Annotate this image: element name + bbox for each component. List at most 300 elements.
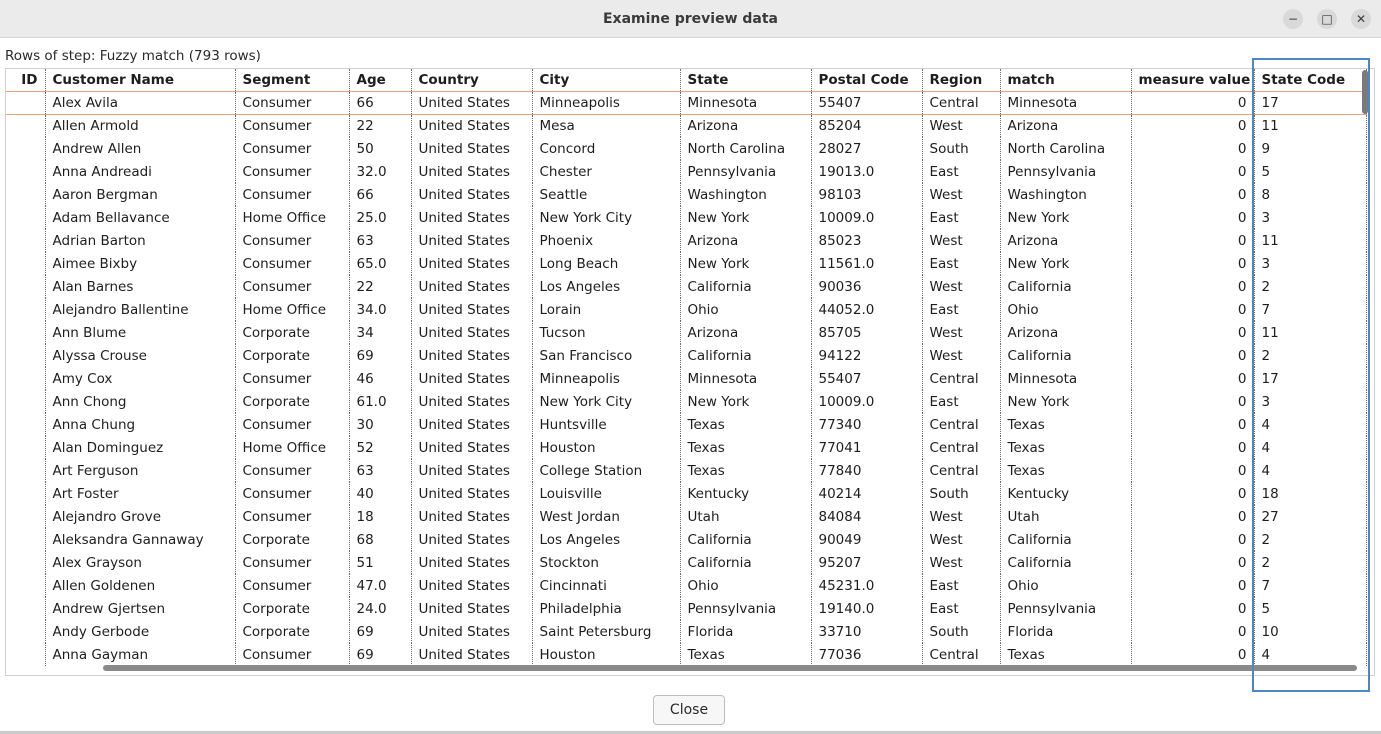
column-header[interactable]: State Code [1254, 69, 1366, 91]
table-cell[interactable]: Texas [680, 643, 811, 666]
table-cell[interactable]: 0 [1131, 183, 1254, 206]
table-cell[interactable]: 17 [1254, 91, 1366, 114]
table-cell[interactable]: 61.0 [349, 390, 411, 413]
table-cell[interactable]: West [922, 528, 1000, 551]
table-cell[interactable]: Saint Petersburg [532, 620, 680, 643]
table-cell[interactable]: 98103 [811, 183, 922, 206]
table-cell[interactable] [6, 160, 45, 183]
table-cell[interactable]: 19140.0 [811, 597, 922, 620]
table-cell[interactable]: Consumer [235, 551, 349, 574]
table-cell[interactable]: United States [411, 528, 532, 551]
table-cell[interactable]: Consumer [235, 91, 349, 114]
table-cell[interactable]: Alex Avila [45, 91, 235, 114]
table-cell[interactable] [6, 252, 45, 275]
table-cell[interactable]: Consumer [235, 137, 349, 160]
table-cell[interactable] [6, 344, 45, 367]
table-cell[interactable]: Corporate [235, 390, 349, 413]
table-cell[interactable]: Houston [532, 643, 680, 666]
column-header[interactable]: Postal Code [811, 69, 922, 91]
column-header[interactable]: Customer Name [45, 69, 235, 91]
table-cell[interactable]: Consumer [235, 367, 349, 390]
table-cell[interactable]: United States [411, 390, 532, 413]
table-cell[interactable]: Allen Armold [45, 114, 235, 137]
table-cell[interactable]: Florida [680, 620, 811, 643]
table-cell[interactable]: Pennsylvania [1000, 160, 1131, 183]
table-cell[interactable]: 0 [1131, 321, 1254, 344]
table-cell[interactable]: 77840 [811, 459, 922, 482]
table-cell[interactable]: Consumer [235, 252, 349, 275]
table-cell[interactable]: 0 [1131, 91, 1254, 114]
table-cell[interactable]: 44052.0 [811, 298, 922, 321]
table-row[interactable] [6, 160, 1366, 183]
table-cell[interactable]: Kentucky [1000, 482, 1131, 505]
table-cell[interactable]: 2 [1254, 275, 1366, 298]
table-row[interactable] [6, 91, 1366, 114]
table-cell[interactable]: Ohio [680, 574, 811, 597]
table-cell[interactable]: Corporate [235, 528, 349, 551]
table-cell[interactable]: Minneapolis [532, 91, 680, 114]
table-cell[interactable]: New York City [532, 390, 680, 413]
table-cell[interactable]: 34 [349, 321, 411, 344]
table-cell[interactable]: Consumer [235, 160, 349, 183]
table-cell[interactable]: Texas [680, 436, 811, 459]
table-cell[interactable]: New York [1000, 252, 1131, 275]
table-cell[interactable]: 84084 [811, 505, 922, 528]
table-cell[interactable] [6, 643, 45, 666]
table-cell[interactable]: 0 [1131, 413, 1254, 436]
table-cell[interactable]: Andy Gerbode [45, 620, 235, 643]
table-cell[interactable]: United States [411, 344, 532, 367]
table-cell[interactable]: Aaron Bergman [45, 183, 235, 206]
table-cell[interactable]: Huntsville [532, 413, 680, 436]
table-cell[interactable] [6, 482, 45, 505]
table-cell[interactable]: United States [411, 505, 532, 528]
table-cell[interactable]: New York [680, 252, 811, 275]
table-cell[interactable]: Corporate [235, 344, 349, 367]
table-cell[interactable]: West [922, 229, 1000, 252]
table-cell[interactable]: Central [922, 413, 1000, 436]
table-cell[interactable]: California [1000, 275, 1131, 298]
table-row[interactable] [6, 275, 1366, 298]
table-cell[interactable] [6, 114, 45, 137]
column-header[interactable]: State [680, 69, 811, 91]
table-cell[interactable]: Florida [1000, 620, 1131, 643]
table-cell[interactable]: 0 [1131, 137, 1254, 160]
horizontal-scrollbar[interactable] [103, 665, 1357, 671]
table-cell[interactable]: College Station [532, 459, 680, 482]
table-cell[interactable]: 27 [1254, 505, 1366, 528]
table-cell[interactable]: Home Office [235, 298, 349, 321]
column-header[interactable]: measure value [1131, 69, 1254, 91]
table-cell[interactable] [6, 298, 45, 321]
table-row[interactable] [6, 482, 1366, 505]
table-cell[interactable]: Mesa [532, 114, 680, 137]
table-cell[interactable]: 94122 [811, 344, 922, 367]
table-cell[interactable]: Corporate [235, 597, 349, 620]
table-cell[interactable]: Ohio [1000, 298, 1131, 321]
table-cell[interactable]: Texas [1000, 643, 1131, 666]
table-cell[interactable]: United States [411, 436, 532, 459]
column-header[interactable]: City [532, 69, 680, 91]
table-cell[interactable]: Central [922, 91, 1000, 114]
table-cell[interactable]: Andrew Gjertsen [45, 597, 235, 620]
table-cell[interactable]: Cincinnati [532, 574, 680, 597]
table-cell[interactable]: Home Office [235, 436, 349, 459]
table-cell[interactable]: 34.0 [349, 298, 411, 321]
table-cell[interactable]: South [922, 620, 1000, 643]
table-cell[interactable]: California [1000, 344, 1131, 367]
table-cell[interactable]: Alan Dominguez [45, 436, 235, 459]
table-cell[interactable]: 0 [1131, 574, 1254, 597]
table-cell[interactable]: Alyssa Crouse [45, 344, 235, 367]
table-cell[interactable]: 77036 [811, 643, 922, 666]
table-cell[interactable]: 10 [1254, 620, 1366, 643]
column-header[interactable]: ID [6, 69, 45, 91]
table-cell[interactable]: California [1000, 551, 1131, 574]
table-cell[interactable]: 66 [349, 91, 411, 114]
table-cell[interactable]: United States [411, 321, 532, 344]
table-cell[interactable]: New York City [532, 206, 680, 229]
table-cell[interactable]: 0 [1131, 275, 1254, 298]
table-cell[interactable]: 0 [1131, 390, 1254, 413]
table-cell[interactable]: 66 [349, 183, 411, 206]
table-cell[interactable]: Art Ferguson [45, 459, 235, 482]
table-cell[interactable] [6, 597, 45, 620]
table-cell[interactable]: West [922, 505, 1000, 528]
table-cell[interactable]: United States [411, 413, 532, 436]
table-cell[interactable]: 55407 [811, 367, 922, 390]
table-cell[interactable]: Concord [532, 137, 680, 160]
column-header[interactable]: Age [349, 69, 411, 91]
table-cell[interactable]: Ann Blume [45, 321, 235, 344]
preview-table-frame[interactable] [5, 68, 1375, 676]
table-cell[interactable]: Arizona [680, 114, 811, 137]
table-row[interactable] [6, 252, 1366, 275]
table-cell[interactable]: Corporate [235, 321, 349, 344]
table-cell[interactable]: New York [680, 206, 811, 229]
table-cell[interactable]: 40214 [811, 482, 922, 505]
table-cell[interactable]: 19013.0 [811, 160, 922, 183]
table-row[interactable] [6, 597, 1366, 620]
table-cell[interactable]: Consumer [235, 229, 349, 252]
table-cell[interactable]: 0 [1131, 620, 1254, 643]
table-cell[interactable]: 69 [349, 620, 411, 643]
table-cell[interactable]: Minnesota [1000, 91, 1131, 114]
table-cell[interactable]: United States [411, 91, 532, 114]
table-cell[interactable]: 85705 [811, 321, 922, 344]
table-cell[interactable]: Alejandro Ballentine [45, 298, 235, 321]
table-cell[interactable]: 0 [1131, 505, 1254, 528]
table-cell[interactable] [6, 620, 45, 643]
table-cell[interactable]: California [680, 551, 811, 574]
table-cell[interactable]: 33710 [811, 620, 922, 643]
table-cell[interactable]: United States [411, 114, 532, 137]
table-cell[interactable]: 17 [1254, 367, 1366, 390]
table-cell[interactable]: 10009.0 [811, 206, 922, 229]
table-cell[interactable]: Consumer [235, 643, 349, 666]
table-cell[interactable]: Corporate [235, 620, 349, 643]
table-cell[interactable]: West [922, 551, 1000, 574]
table-cell[interactable]: Stockton [532, 551, 680, 574]
column-header[interactable]: Segment [235, 69, 349, 91]
table-cell[interactable]: Ohio [680, 298, 811, 321]
table-cell[interactable]: Consumer [235, 505, 349, 528]
table-cell[interactable]: 0 [1131, 206, 1254, 229]
table-cell[interactable]: 0 [1131, 551, 1254, 574]
table-cell[interactable]: United States [411, 597, 532, 620]
table-cell[interactable]: 30 [349, 413, 411, 436]
table-cell[interactable]: 10009.0 [811, 390, 922, 413]
table-cell[interactable]: California [680, 528, 811, 551]
table-cell[interactable]: Utah [1000, 505, 1131, 528]
table-cell[interactable]: New York [1000, 390, 1131, 413]
table-cell[interactable]: Andrew Allen [45, 137, 235, 160]
table-cell[interactable]: West [922, 344, 1000, 367]
table-row[interactable] [6, 321, 1366, 344]
table-cell[interactable]: 3 [1254, 390, 1366, 413]
table-cell[interactable]: 63 [349, 459, 411, 482]
table-cell[interactable] [6, 321, 45, 344]
table-cell[interactable]: 24.0 [349, 597, 411, 620]
table-cell[interactable]: 0 [1131, 597, 1254, 620]
table-cell[interactable]: 0 [1131, 367, 1254, 390]
table-cell[interactable]: East [922, 252, 1000, 275]
table-cell[interactable]: Central [922, 367, 1000, 390]
table-cell[interactable]: 40 [349, 482, 411, 505]
table-cell[interactable]: New York [1000, 206, 1131, 229]
table-cell[interactable] [6, 390, 45, 413]
table-cell[interactable]: Anna Gayman [45, 643, 235, 666]
table-cell[interactable]: Home Office [235, 206, 349, 229]
table-cell[interactable]: United States [411, 482, 532, 505]
table-cell[interactable]: 0 [1131, 528, 1254, 551]
table-cell[interactable]: Texas [1000, 459, 1131, 482]
table-cell[interactable]: West [922, 275, 1000, 298]
table-cell[interactable]: West [922, 183, 1000, 206]
table-cell[interactable]: 18 [1254, 482, 1366, 505]
table-row[interactable] [6, 344, 1366, 367]
table-cell[interactable]: Arizona [680, 321, 811, 344]
table-cell[interactable]: 32.0 [349, 160, 411, 183]
table-cell[interactable]: Art Foster [45, 482, 235, 505]
table-row[interactable] [6, 114, 1366, 137]
table-cell[interactable]: 0 [1131, 229, 1254, 252]
table-cell[interactable]: 9 [1254, 137, 1366, 160]
table-cell[interactable]: Central [922, 643, 1000, 666]
table-row[interactable] [6, 643, 1366, 666]
table-cell[interactable]: Pennsylvania [680, 160, 811, 183]
table-cell[interactable] [6, 91, 45, 114]
table-cell[interactable]: 4 [1254, 643, 1366, 666]
table-row[interactable] [6, 620, 1366, 643]
table-row[interactable] [6, 137, 1366, 160]
table-cell[interactable]: 8 [1254, 183, 1366, 206]
table-cell[interactable]: 85023 [811, 229, 922, 252]
table-cell[interactable]: Texas [680, 413, 811, 436]
table-cell[interactable]: Anna Andreadi [45, 160, 235, 183]
table-cell[interactable]: Long Beach [532, 252, 680, 275]
table-cell[interactable]: 5 [1254, 597, 1366, 620]
table-cell[interactable]: United States [411, 298, 532, 321]
table-cell[interactable]: East [922, 160, 1000, 183]
table-cell[interactable]: United States [411, 643, 532, 666]
table-cell[interactable]: Anna Chung [45, 413, 235, 436]
table-cell[interactable]: California [680, 344, 811, 367]
table-cell[interactable]: Minnesota [1000, 367, 1131, 390]
table-row[interactable] [6, 298, 1366, 321]
table-cell[interactable]: 0 [1131, 482, 1254, 505]
table-cell[interactable]: Alex Grayson [45, 551, 235, 574]
table-cell[interactable]: 11 [1254, 229, 1366, 252]
table-cell[interactable]: 4 [1254, 459, 1366, 482]
table-cell[interactable]: Washington [1000, 183, 1131, 206]
table-cell[interactable]: California [1000, 528, 1131, 551]
table-cell[interactable]: 63 [349, 229, 411, 252]
table-cell[interactable]: Adam Bellavance [45, 206, 235, 229]
table-cell[interactable]: Phoenix [532, 229, 680, 252]
table-cell[interactable]: United States [411, 229, 532, 252]
table-cell[interactable]: 77340 [811, 413, 922, 436]
table-cell[interactable]: Philadelphia [532, 597, 680, 620]
table-cell[interactable]: United States [411, 459, 532, 482]
table-cell[interactable] [6, 275, 45, 298]
table-cell[interactable]: 45231.0 [811, 574, 922, 597]
table-cell[interactable]: West [922, 321, 1000, 344]
table-cell[interactable]: 0 [1131, 459, 1254, 482]
table-row[interactable] [6, 206, 1366, 229]
table-cell[interactable]: 11561.0 [811, 252, 922, 275]
table-cell[interactable]: Ohio [1000, 574, 1131, 597]
table-cell[interactable]: Consumer [235, 459, 349, 482]
table-cell[interactable]: Adrian Barton [45, 229, 235, 252]
table-cell[interactable]: 52 [349, 436, 411, 459]
table-cell[interactable]: South [922, 137, 1000, 160]
close-window-icon[interactable]: ✕ [1351, 9, 1371, 29]
table-cell[interactable]: 7 [1254, 574, 1366, 597]
table-cell[interactable] [6, 574, 45, 597]
table-row[interactable] [6, 183, 1366, 206]
table-cell[interactable]: United States [411, 620, 532, 643]
table-cell[interactable]: 0 [1131, 298, 1254, 321]
table-row[interactable] [6, 459, 1366, 482]
table-cell[interactable]: 4 [1254, 436, 1366, 459]
table-row[interactable] [6, 528, 1366, 551]
column-header[interactable]: match [1000, 69, 1131, 91]
table-cell[interactable] [6, 137, 45, 160]
table-cell[interactable]: 85204 [811, 114, 922, 137]
table-cell[interactable]: East [922, 597, 1000, 620]
table-cell[interactable]: West [922, 114, 1000, 137]
table-cell[interactable]: 2 [1254, 528, 1366, 551]
table-row[interactable] [6, 229, 1366, 252]
table-cell[interactable]: 18 [349, 505, 411, 528]
table-cell[interactable]: South [922, 482, 1000, 505]
table-cell[interactable]: 0 [1131, 252, 1254, 275]
table-cell[interactable]: Texas [1000, 436, 1131, 459]
table-cell[interactable]: 7 [1254, 298, 1366, 321]
table-cell[interactable]: Aleksandra Gannaway [45, 528, 235, 551]
table-cell[interactable]: United States [411, 160, 532, 183]
table-cell[interactable]: 95207 [811, 551, 922, 574]
table-cell[interactable]: Arizona [680, 229, 811, 252]
table-cell[interactable]: Washington [680, 183, 811, 206]
table-cell[interactable]: 22 [349, 275, 411, 298]
column-header[interactable]: Country [411, 69, 532, 91]
table-cell[interactable]: 5 [1254, 160, 1366, 183]
table-cell[interactable]: 22 [349, 114, 411, 137]
table-cell[interactable]: 2 [1254, 551, 1366, 574]
table-cell[interactable]: Texas [1000, 413, 1131, 436]
table-cell[interactable]: 46 [349, 367, 411, 390]
table-cell[interactable]: Consumer [235, 413, 349, 436]
table-cell[interactable]: Consumer [235, 114, 349, 137]
close-button[interactable]: Close [653, 695, 725, 725]
table-cell[interactable]: Ann Chong [45, 390, 235, 413]
table-cell[interactable]: Pennsylvania [680, 597, 811, 620]
table-cell[interactable]: United States [411, 252, 532, 275]
table-cell[interactable]: Amy Cox [45, 367, 235, 390]
table-cell[interactable] [6, 505, 45, 528]
table-cell[interactable]: Los Angeles [532, 528, 680, 551]
table-cell[interactable]: Los Angeles [532, 275, 680, 298]
table-cell[interactable] [6, 367, 45, 390]
table-cell[interactable] [6, 183, 45, 206]
table-cell[interactable]: New York [680, 390, 811, 413]
table-cell[interactable]: Tucson [532, 321, 680, 344]
table-cell[interactable]: Utah [680, 505, 811, 528]
table-cell[interactable] [6, 436, 45, 459]
table-cell[interactable]: 3 [1254, 252, 1366, 275]
table-cell[interactable]: Alan Barnes [45, 275, 235, 298]
table-cell[interactable]: United States [411, 275, 532, 298]
table-cell[interactable]: 65.0 [349, 252, 411, 275]
column-header[interactable]: Region [922, 69, 1000, 91]
table-cell[interactable]: 50 [349, 137, 411, 160]
table-cell[interactable]: Houston [532, 436, 680, 459]
table-cell[interactable]: Lorain [532, 298, 680, 321]
table-cell[interactable]: Central [922, 459, 1000, 482]
table-row[interactable] [6, 367, 1366, 390]
table-cell[interactable]: Allen Goldenen [45, 574, 235, 597]
table-cell[interactable]: Aimee Bixby [45, 252, 235, 275]
table-cell[interactable]: East [922, 390, 1000, 413]
table-cell[interactable]: Central [922, 436, 1000, 459]
table-cell[interactable] [6, 206, 45, 229]
table-cell[interactable]: Arizona [1000, 321, 1131, 344]
table-cell[interactable]: Arizona [1000, 229, 1131, 252]
table-cell[interactable] [6, 413, 45, 436]
table-cell[interactable]: Minneapolis [532, 367, 680, 390]
table-row[interactable] [6, 574, 1366, 597]
table-cell[interactable]: Consumer [235, 275, 349, 298]
table-cell[interactable]: 28027 [811, 137, 922, 160]
table-cell[interactable] [6, 551, 45, 574]
table-cell[interactable]: West Jordan [532, 505, 680, 528]
table-cell[interactable]: Consumer [235, 183, 349, 206]
table-cell[interactable]: Minnesota [680, 367, 811, 390]
table-cell[interactable]: 69 [349, 344, 411, 367]
table-cell[interactable]: 55407 [811, 91, 922, 114]
vertical-scrollbar[interactable] [1362, 70, 1368, 114]
table-row[interactable] [6, 436, 1366, 459]
table-cell[interactable]: Seattle [532, 183, 680, 206]
maximize-icon[interactable]: □ [1317, 9, 1337, 29]
table-cell[interactable]: 90036 [811, 275, 922, 298]
table-cell[interactable] [6, 459, 45, 482]
table-row[interactable] [6, 505, 1366, 528]
minimize-icon[interactable]: − [1283, 9, 1303, 29]
table-cell[interactable]: 0 [1131, 344, 1254, 367]
